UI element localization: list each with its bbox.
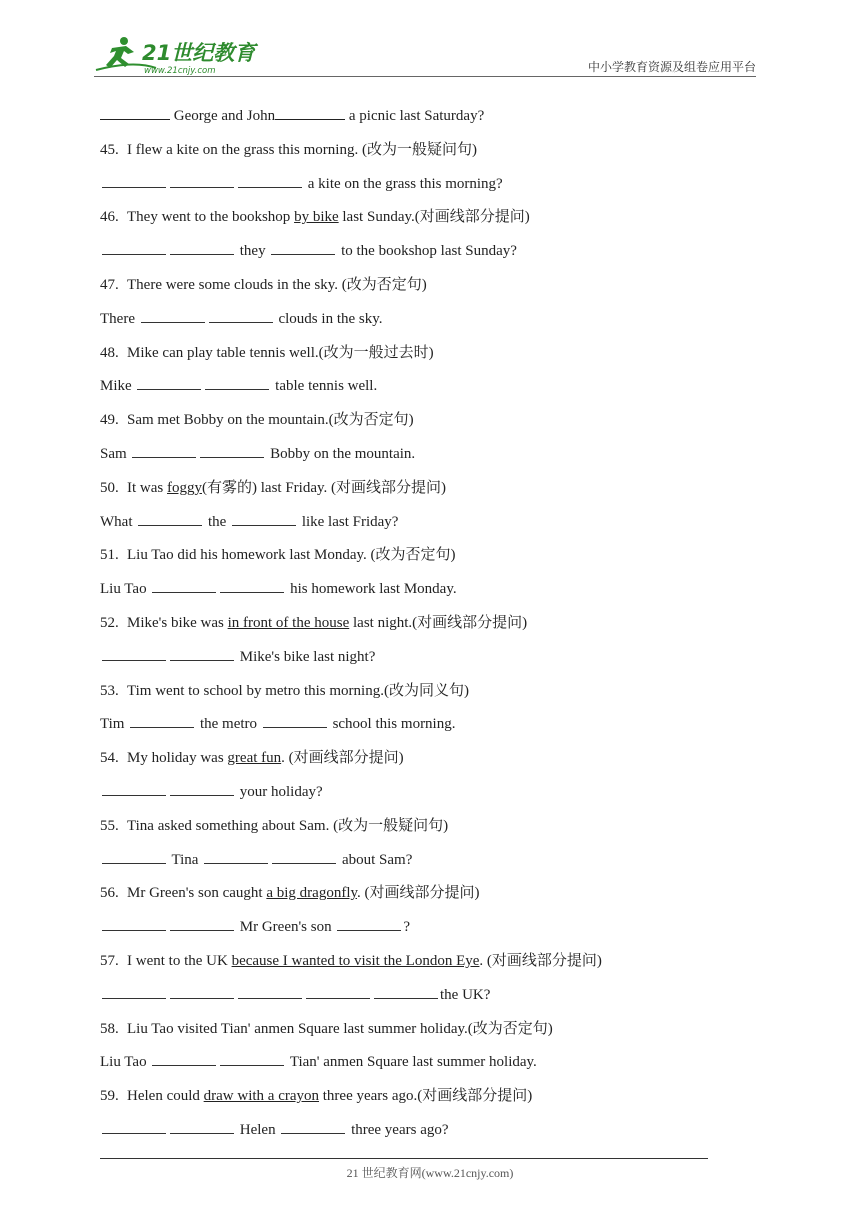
header-platform-text: 中小学教育资源及组卷应用平台 xyxy=(587,60,756,74)
question-56 xyxy=(100,881,740,915)
answer-blank[interactable] xyxy=(102,173,166,188)
answer-line-51 xyxy=(100,577,740,611)
line-text: a picnic last Saturday? xyxy=(348,108,485,124)
question-number: 50. xyxy=(100,479,119,496)
answer-blank[interactable] xyxy=(138,511,202,526)
answer-line-48 xyxy=(100,374,740,408)
footer-divider xyxy=(100,1158,708,1159)
question-48 xyxy=(100,341,740,375)
line-text: the metro xyxy=(199,716,258,733)
line-text: My holiday was xyxy=(127,750,228,767)
answer-blank[interactable] xyxy=(130,713,194,728)
line-text: Sam xyxy=(100,445,127,462)
answer-line-47 xyxy=(100,307,740,341)
answer-blank[interactable] xyxy=(170,240,234,255)
question-49 xyxy=(100,408,740,442)
line-text: Mike xyxy=(100,378,132,395)
question-54 xyxy=(100,746,740,780)
line-text: . (对画线部分提问) xyxy=(479,952,602,969)
answer-line-58 xyxy=(100,1050,740,1084)
line-text: last Sunday.(对画线部分提问) xyxy=(338,209,530,226)
answer-blank[interactable] xyxy=(220,578,284,593)
header-divider xyxy=(94,76,756,77)
answer-blank[interactable] xyxy=(374,984,438,999)
question-number: 45. xyxy=(100,141,119,158)
answer-blank[interactable] xyxy=(238,173,302,188)
question-59 xyxy=(100,1084,740,1118)
answer-line-44 xyxy=(100,104,740,138)
answer-blank[interactable] xyxy=(102,781,166,796)
answer-blank[interactable] xyxy=(220,1051,284,1066)
answer-line-49 xyxy=(100,442,740,476)
question-46 xyxy=(100,205,740,239)
line-text: Mike's bike last night? xyxy=(239,648,376,665)
underlined-phrase: draw with a crayon xyxy=(203,1088,320,1105)
line-text: three years ago.(对画线部分提问) xyxy=(319,1088,533,1105)
line-text: a kite on the grass this morning? xyxy=(307,175,503,192)
answer-blank[interactable] xyxy=(209,308,273,323)
question-number: 47. xyxy=(100,276,119,293)
answer-blank[interactable] xyxy=(272,849,336,864)
answer-blank[interactable] xyxy=(141,308,205,323)
answer-blank[interactable] xyxy=(102,240,166,255)
answer-blank[interactable] xyxy=(275,104,345,120)
question-57 xyxy=(100,949,740,983)
logo-21cnjy xyxy=(94,34,264,76)
line-text: . (对画线部分提问) xyxy=(357,885,480,902)
line-text: Mike's bike was xyxy=(127,614,228,631)
line-text: Helen xyxy=(239,1121,276,1138)
answer-blank[interactable] xyxy=(170,781,234,796)
underlined-phrase: a big dragonfly xyxy=(266,885,358,902)
footer-text: 21 世纪教育网(www.21cnjy.com) xyxy=(346,1166,514,1180)
underlined-phrase: by bike xyxy=(294,209,339,226)
question-number: 55. xyxy=(100,817,119,834)
question-number: 52. xyxy=(100,614,119,631)
line-text: Mike can play table tennis well.(改为一般过去时) xyxy=(127,344,434,361)
answer-blank[interactable] xyxy=(170,1119,234,1134)
line-text: Bobby on the mountain. xyxy=(270,445,416,462)
line-text: his homework last Monday. xyxy=(290,581,457,598)
line-text: Tian' anmen Square last summer holiday. xyxy=(289,1054,537,1071)
svg-text:www.21cnjy.com: www.21cnjy.com xyxy=(144,66,216,76)
underlined-phrase: in front of the house xyxy=(227,614,350,631)
answer-blank[interactable] xyxy=(102,646,166,661)
line-text: like last Friday? xyxy=(301,513,399,530)
answer-line-53 xyxy=(100,712,740,746)
answer-blank[interactable] xyxy=(281,1119,345,1134)
line-text: about Sam? xyxy=(341,851,413,868)
question-number: 54. xyxy=(100,750,119,767)
line-text: Tim xyxy=(100,716,125,733)
question-50 xyxy=(100,476,740,510)
answer-blank[interactable] xyxy=(170,173,234,188)
line-text: ? xyxy=(403,919,411,936)
question-51 xyxy=(100,543,740,577)
line-text: There were some clouds in the sky. (改为否定句) xyxy=(127,276,427,293)
question-number: 57. xyxy=(100,952,119,969)
line-text: Liu Tao did his homework last Monday. (改为否定句) xyxy=(127,547,456,564)
question-47 xyxy=(100,273,740,307)
answer-blank[interactable] xyxy=(170,646,234,661)
answer-blank[interactable] xyxy=(232,511,296,526)
line-text: Mr Green's son caught xyxy=(127,885,267,902)
line-text: I flew a kite on the grass this morning. (改为一般疑问句) xyxy=(127,141,477,158)
line-text: . (对画线部分提问) xyxy=(281,750,404,767)
line-text: Tina asked something about Sam. (改为一般疑问句) xyxy=(127,817,449,834)
line-text: Sam met Bobby on the mountain.(改为否定句) xyxy=(127,412,414,429)
underlined-phrase: great fun xyxy=(227,750,282,767)
answer-blank[interactable] xyxy=(132,443,196,458)
question-55 xyxy=(100,814,740,848)
answer-line-57 xyxy=(100,983,740,1017)
line-text: to the bookshop last Sunday? xyxy=(341,243,517,260)
underlined-phrase: because I wanted to visit the London Eye xyxy=(231,952,480,969)
svg-text:21世纪教育: 21世纪教育 xyxy=(142,41,256,65)
line-text: clouds in the sky. xyxy=(278,310,383,327)
line-text: last night.(对画线部分提问) xyxy=(349,614,528,631)
question-58 xyxy=(100,1017,740,1051)
answer-blank[interactable] xyxy=(100,104,170,120)
answer-blank[interactable] xyxy=(170,984,234,999)
answer-blank[interactable] xyxy=(102,984,166,999)
question-number: 56. xyxy=(100,885,119,902)
line-text: What xyxy=(100,513,133,530)
line-text: they xyxy=(239,243,266,260)
line-text: Liu Tao visited Tian' anmen Square last summer holiday.(改为否定句) xyxy=(127,1020,553,1037)
answer-blank[interactable] xyxy=(170,916,234,931)
answer-blank[interactable] xyxy=(263,713,327,728)
line-text: Liu Tao xyxy=(100,1054,147,1071)
question-number: 49. xyxy=(100,412,119,429)
question-53 xyxy=(100,679,740,713)
page-header xyxy=(94,30,756,78)
answer-blank[interactable] xyxy=(238,984,302,999)
line-text: Tim went to school by metro this morning.(改为同义句) xyxy=(127,682,469,699)
exercise-list xyxy=(100,104,740,1152)
answer-blank[interactable] xyxy=(102,849,166,864)
question-45 xyxy=(100,138,740,172)
line-text: It was xyxy=(127,479,167,496)
line-text: They went to the bookshop xyxy=(127,209,295,226)
question-number: 59. xyxy=(100,1088,119,1105)
line-text: Tina xyxy=(171,851,199,868)
line-text: Helen could xyxy=(127,1088,204,1105)
question-number: 58. xyxy=(100,1020,119,1037)
line-text: three years ago? xyxy=(351,1121,449,1138)
answer-blank[interactable] xyxy=(204,849,268,864)
answer-blank[interactable] xyxy=(337,916,401,931)
answer-blank[interactable] xyxy=(152,578,216,593)
line-text: the UK? xyxy=(440,986,491,1003)
answer-blank[interactable] xyxy=(137,375,201,390)
underlined-phrase: foggy xyxy=(167,479,202,496)
line-text: I went to the UK xyxy=(127,952,232,969)
line-text: Mr Green's son xyxy=(239,919,332,936)
question-number: 53. xyxy=(100,682,119,699)
answer-blank[interactable] xyxy=(102,916,166,931)
answer-line-55 xyxy=(100,848,740,882)
line-text: (有雾的) last Friday. (对画线部分提问) xyxy=(202,479,447,496)
question-52 xyxy=(100,611,740,645)
answer-line-46 xyxy=(100,239,740,273)
answer-line-45 xyxy=(100,172,740,206)
answer-blank[interactable] xyxy=(200,443,264,458)
answer-line-54 xyxy=(100,780,740,814)
line-text: school this morning. xyxy=(332,716,456,733)
answer-blank[interactable] xyxy=(306,984,370,999)
line-text: There xyxy=(100,310,135,327)
question-number: 48. xyxy=(100,344,119,361)
answer-blank[interactable] xyxy=(152,1051,216,1066)
answer-line-56 xyxy=(100,915,740,949)
line-text: Liu Tao xyxy=(100,581,147,598)
answer-line-50 xyxy=(100,510,740,544)
answer-blank[interactable] xyxy=(205,375,269,390)
answer-blank[interactable] xyxy=(102,1119,166,1134)
question-number: 51. xyxy=(100,547,119,564)
answer-blank[interactable] xyxy=(271,240,335,255)
line-text: the xyxy=(207,513,227,530)
question-number: 46. xyxy=(100,209,119,226)
line-text: your holiday? xyxy=(239,783,323,800)
answer-line-52 xyxy=(100,645,740,679)
line-text: George and John xyxy=(173,108,276,124)
line-text: table tennis well. xyxy=(275,378,378,395)
answer-line-59 xyxy=(100,1118,740,1152)
